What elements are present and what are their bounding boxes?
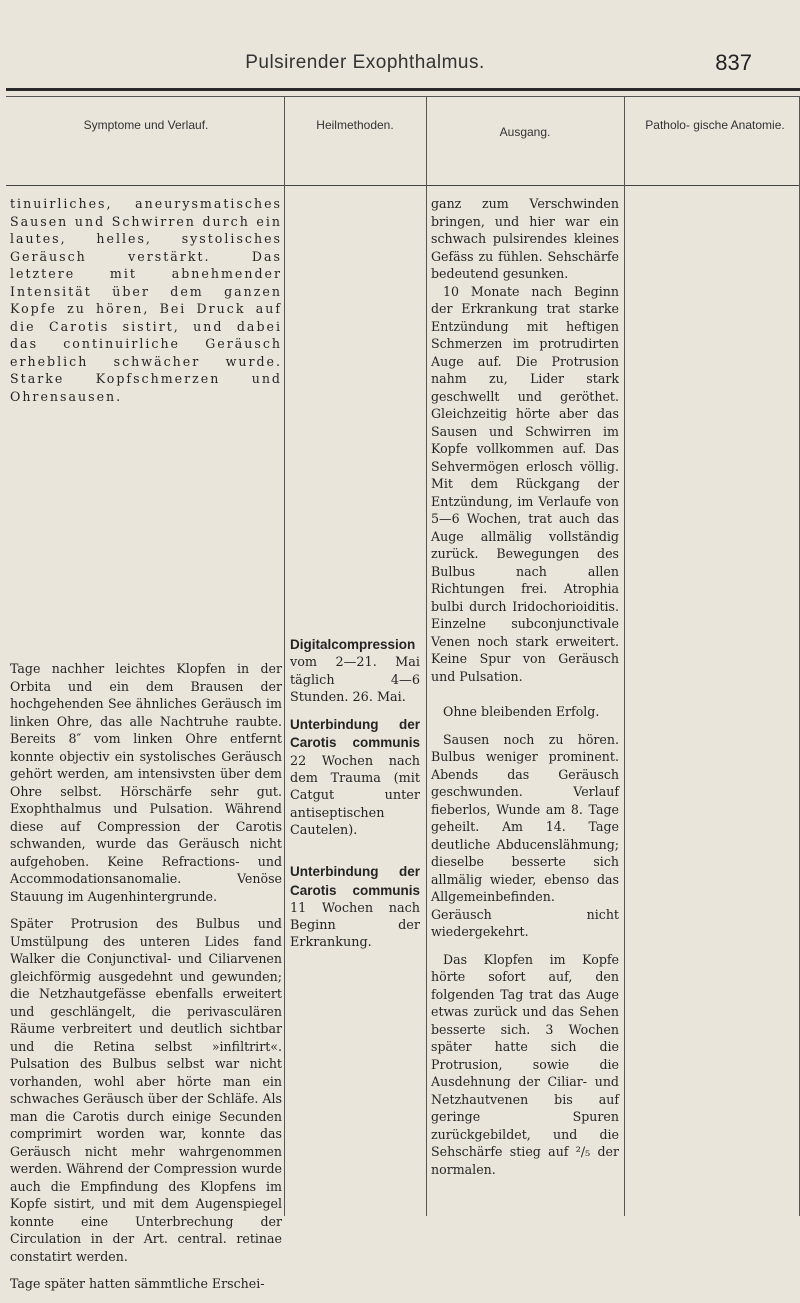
ausgang-column [431, 195, 619, 1188]
treatment-text: vom 2—21. Mai täglich 4—6 Stunden. 26. Mai. [290, 655, 420, 705]
treatment-heading: Unterbindung der Carotis communis [290, 864, 420, 898]
ausgang-paragraph: Das Klopfen im Kopfe hörte sofort auf, den folgenden Tag trat das Auge etwas zurück und das Sehen besserte sich. 3 Wochen später hatte sich die Protrusion, sowie die Ausdehnung der Ciliar- und Netzhautvenen bis auf geringe Spuren zurückgebildet, und die Sehschärfe stieg auf ²/₅ der normalen. [431, 951, 619, 1177]
column-divider [284, 96, 285, 1216]
top-rule-thin [6, 96, 800, 97]
symptome-paragraph: Später Protrusion des Bulbus und Umstülpung des unteren Lides fand Walker die Conjunctival- und Ciliarvenen gleichförmig ausgedehnt und gewunden; die Netzhautgefässe ebenfalls erweitert und geschlängelt, die perivasculären Räume verbreitert und deutlich sichtbar und die Retina selbst »infiltrirt«. Pulsation des Bulbus selbst war nicht vorhanden, wohl aber hörte man ein schwaches Geräusch über der Schläfe. Als man die Carotis durch einige Secunden comprimirt worden war, konnte das Geräusch nicht mehr wahrgenommen werden. Während der Compression wurde auch die Empfindung des Klopfens im Kopfe sistirt, und mit dem Augenspiegel konnte eine Unterbrechung der Circulation in der Art. central. retinae constatirt werden. [10, 916, 283, 1264]
column-header-symptome: Symptome und Verlauf. [83, 118, 209, 132]
running-title: Pulsirender Exophthalmus. [245, 52, 485, 73]
header-rule [6, 185, 800, 186]
symptome-paragraph: tinuirliches, aneurysmatisches Sausen und Schwirren durch ein lautes, helles, systolisches Geräusch verstärkt. Das letztere mit abnehmender Intensität über dem ganzen Kopfe zu hören, Bei Druck auf die Carotis sistirt, und dabei das continuirliche Geräusch erheblich schwächer wurde. Starke Kopfschmerzen und Ohrensausen. [10, 196, 282, 404]
symptome-paragraph: Tage später hatten sämmtliche Erschei- [10, 1276, 265, 1291]
column-header-ausgang: Ausgang. [499, 125, 551, 139]
treatment-text: 11 Wochen nach Beginn der Erkrankung. [290, 900, 420, 951]
treatment-text: 22 Wochen nach dem Trauma (mit Catgut unter antiseptischen Cautelen). [290, 753, 420, 838]
ausgang-paragraph: 10 Monate nach Beginn der Erkrankung trat starke Entzündung mit heftigen Schmerzen im protrudirten Auge auf. Die Protrusion nahm zu, Lider stark geschwellt und geröthet. Gleichzeitig hörte aber das Sausen und Schwirren im Kopfe vollkommen auf. Das Sehvermögen erlosch völlig. Mit dem Rückgang der Entzündung, im Verlaufe von 5—6 Wochen, trat auch das Auge allmälig vollständig zurück. Bewegungen des Bulbus nach allen Richtungen frei. Atrophia bulbi durch Iridochorioiditis. Einzelne subconjunctivale Venen noch stark erweitert. Keine Spur von Geräusch und Pulsation. [431, 283, 619, 684]
column-header-pathologie: Patholo- gische Anatomie. [645, 118, 785, 132]
column-divider [426, 96, 427, 1216]
symptome-column [10, 195, 282, 1303]
ausgang-paragraph: ganz zum Verschwinden bringen, und hier war ein schwach pulsirendes kleines Gefäss zu fühlen. Sehschärfe bedeutend gesunken. [431, 196, 619, 281]
column-header-heilmethoden: Heilmethoden. [316, 118, 394, 132]
ausgang-paragraph: Ohne bleibenden Erfolg. [443, 704, 600, 719]
treatment-heading: Digitalcompression [290, 637, 416, 652]
heilmethoden-column [290, 636, 420, 962]
column-divider [624, 96, 625, 1216]
treatment-heading: Unterbindung der Carotis communis [290, 717, 420, 751]
page-number: 837 [715, 50, 752, 75]
ausgang-paragraph: Sausen noch zu hören. Bulbus weniger prominent. Abends das Geräusch geschwunden. Verlauf fieberlos, Wunde am 8. Tage geheilt. Am 14. Tage deutliche Abducenslähmung; dieselbe besserte sich allmälig wieder, ebenso das Allgemeinbefinden. Geräusch nicht wiedergekehrt. [431, 731, 619, 939]
symptome-paragraph: Tage nachher leichtes Klopfen in der Orbita und ein dem Brausen der hochgehenden See ähnliches Geräusch im linken Ohre, das alle Nachtruhe raubte. Bereits 8″ vom linken Ohre entfernt konnte objectiv ein systolisches Geräusch gehört werden, am intensivsten über dem Ohre selbst. Hörschärfe sehr gut. Exophthalmus und Pulsation. Während diese auf Compression der Carotis schwanden, wurde das Geräusch nicht aufgehoben. Keine Refractions- und Accommodationsanomalie. Venöse Stauung im Augenhintergrunde. [10, 661, 282, 904]
top-rule [6, 88, 800, 91]
page-header [0, 52, 800, 82]
